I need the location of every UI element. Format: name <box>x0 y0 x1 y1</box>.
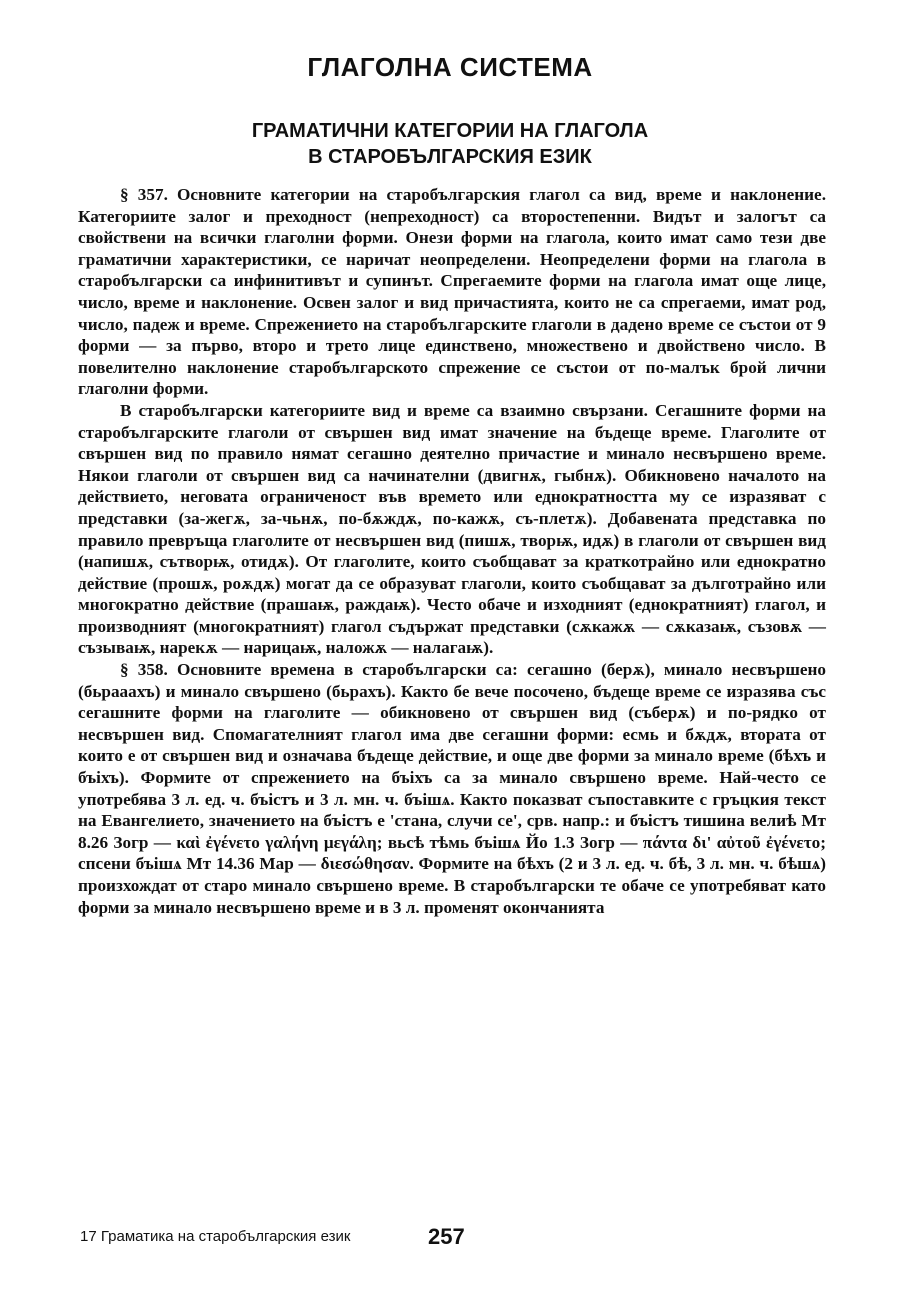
paragraph-358: § 358. Основните времена в старобългарски са: сегашно (берѫ), минало несвършено (бьрааахъ) и минало свършено (бьрахъ). Както бе вече посочено, бъдеще време се изразява със сегашните форми на глаголите — обикновено от свършен вид (съберѫ) и по-рядко от несвършен вид. Спомагателният глагол има две сегашни форми: есмь и бѫдѫ, втората от които е от свършен вид и означава бъдеще действие, и още две форми за минало време (бѣхъ и бъіхъ). Формите от спрежението на бъіхъ са за минало свършено време. Най-често се употребява 3 л. ед. ч. бъістъ и 3 л. мн. ч. бъішѧ. Както показват съпоставките с гръцкия текст на Евангелието, значението на бъістъ е 'стана, случи се', срв. напр.: и бъістъ тишина велиѣ Мт 8.26 Зогр — καὶ ἐγένετο γαλήνη μεγάλη; вьсѣ тѣмь бъішѧ Йо 1.3 Зогр — πάντα δι' αὐτοῦ ἐγένετο; спсени бъішѧ Мт 14.36 Мар — διεσώθησαν. Формите на бѣхъ (2 и 3 л. ед. ч. бѣ, 3 л. мн. ч. бѣшѧ) произхождат от старо минало свършено време. В старобългарски те обаче се употребяват като форми за минало несвършено време и в 3 л. променят окончанията <box>78 660 826 917</box>
section-title-line1: ГРАМАТИЧНИ КАТЕГОРИИ НА ГЛАГОЛА <box>251 120 649 142</box>
chapter-title: ГЛАГОЛНА СИСТЕМА <box>307 52 593 82</box>
section-title-line2: В СТАРОБЪЛГАРСКИЯ ЕЗИК <box>308 146 592 168</box>
body-text <box>78 184 826 918</box>
paragraph-357-continued: В старобългарски категориите вид и време са взаимно свързани. Сегашните форми на старобългарските глаголи от свършен вид имат значение на бъдеще време. Глаголите от свършен вид по правило нямат сегашно деятелно причастие и минало несвършено време. Някои глаголи от свършен вид са начинателни (двигнѫ, гыбнѫ). Обикновено началото на действието, неговата ограниченост във времето или еднократността му се изразяват с представки (за-жегѫ, за-чьнѫ, по-бѫждѫ, по-кажѫ, съ-плетѫ). Добавената представка по правило превръща глаголите от несвършен вид (пишѫ, творѭ, идѫ) в глаголи от свършен вид (напишѫ, сътворѭ, отидѫ). От глаголите, които съобщават за краткотрайно или еднократно действие (прошѫ, роѫдѫ) могат да се образуват глаголи, които съобщават за дълготрайно или многократно действие (прашаѭ, раждаѭ). Често обаче и изходният (еднократният) глагол, и производният (многократният) глагол съдържат представки (сѫкажѫ — сѫказаѭ, съзовѫ — съзываѭ, нарекѫ — нарицаѭ, наложѫ — налагаѭ). <box>78 400 826 658</box>
paragraph-357: § 357. Основните категории на старобългарския глагол са вид, време и наклонение. Категориите залог и преходност (непреходност) са второстепенни. Видът и залогът са свойствени на всички глаголни форми. Онези форми на глагола, които имат само тези две граматични характеристики, се наричат неопределени. Неопределени форми на глагола в старобългарски са инфинитивът и супинът. Спрегаемите форми на глагола имат още лице, число, време и наклонение. Освен залог и вид причастията, които не са спрегаеми, имат род, число, падеж и време. Спрежението на старобългарските глаголи в дадено време се състои от 9 форми — за първо, второ и трето лице единствено, множествено и двойствено число. В повелително наклонение старобългарското спрежение се състои от по-малък брой лични глаголни форми. <box>78 185 826 399</box>
footer-note: 17 Граматика на старобългарския език <box>80 1228 351 1245</box>
page-number: 257 <box>428 1224 465 1249</box>
